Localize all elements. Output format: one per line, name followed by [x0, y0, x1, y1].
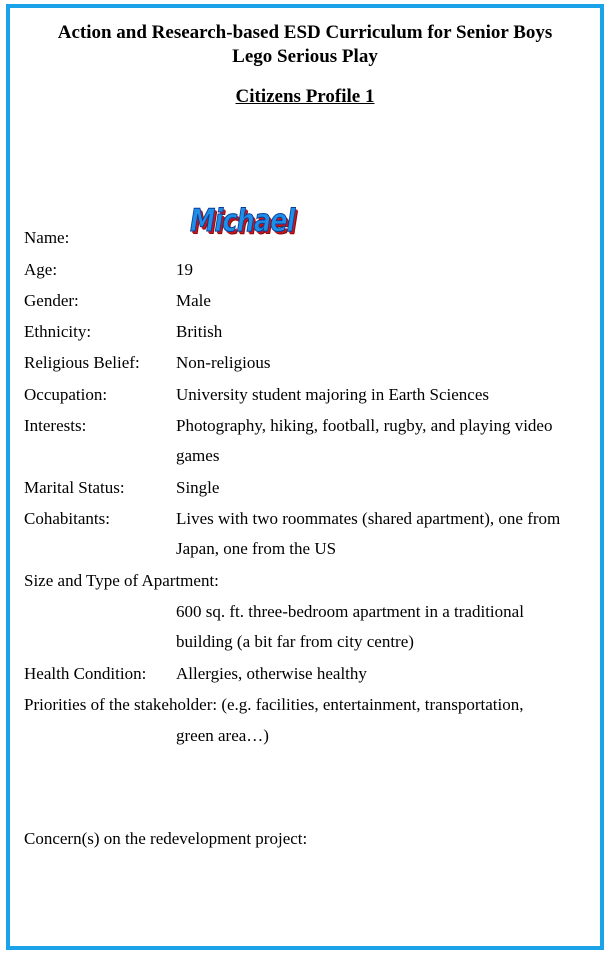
ethnicity-label: Ethnicity:: [24, 322, 92, 341]
religion-label: Religious Belief:: [24, 353, 140, 372]
profile-subtitle: Citizens Profile 1: [235, 86, 375, 107]
name-wordart: Michael: [190, 203, 295, 239]
gender-label: Gender:: [24, 291, 79, 310]
age-label: Age:: [24, 260, 58, 279]
gender-value: Male: [176, 291, 211, 310]
name-label: Name:: [24, 228, 70, 247]
concerns-label: Concern(s) on the redevelopment project:: [24, 829, 308, 848]
apartment-label: Size and Type of Apartment:: [24, 571, 219, 590]
apartment-value: 600 sq. ft. three-bedroom apartment in a traditional building (a bit far from city centre): [176, 602, 524, 651]
interests-value: Photography, hiking, football, rugby, and playing video games: [176, 416, 553, 465]
marital-value: Single: [176, 478, 220, 497]
ethnicity-value: British: [176, 322, 223, 341]
occupation-value: University student majoring in Earth Sciences: [176, 385, 490, 404]
health-value: Allergies, otherwise healthy: [176, 664, 367, 683]
priorities-continued: green area…): [176, 726, 269, 745]
document-title: Action and Research-based ESD Curriculum for Senior Boys: [57, 22, 553, 43]
age-value: 19: [176, 260, 193, 279]
document-title-line2: Lego Serious Play: [232, 46, 378, 67]
occupation-label: Occupation:: [24, 385, 108, 404]
profile-card: [6, 4, 604, 950]
priorities-label: Priorities of the stakeholder: (e.g. facilities, entertainment, transportation,: [24, 695, 524, 714]
religion-value: Non-religious: [176, 353, 271, 372]
cohabitants-label: Cohabitants:: [24, 509, 110, 528]
marital-label: Marital Status:: [24, 478, 125, 497]
interests-label: Interests:: [24, 416, 87, 435]
cohabitants-value: Lives with two roommates (shared apartment), one from Japan, one from the US: [176, 509, 561, 558]
health-label: Health Condition:: [24, 664, 147, 683]
